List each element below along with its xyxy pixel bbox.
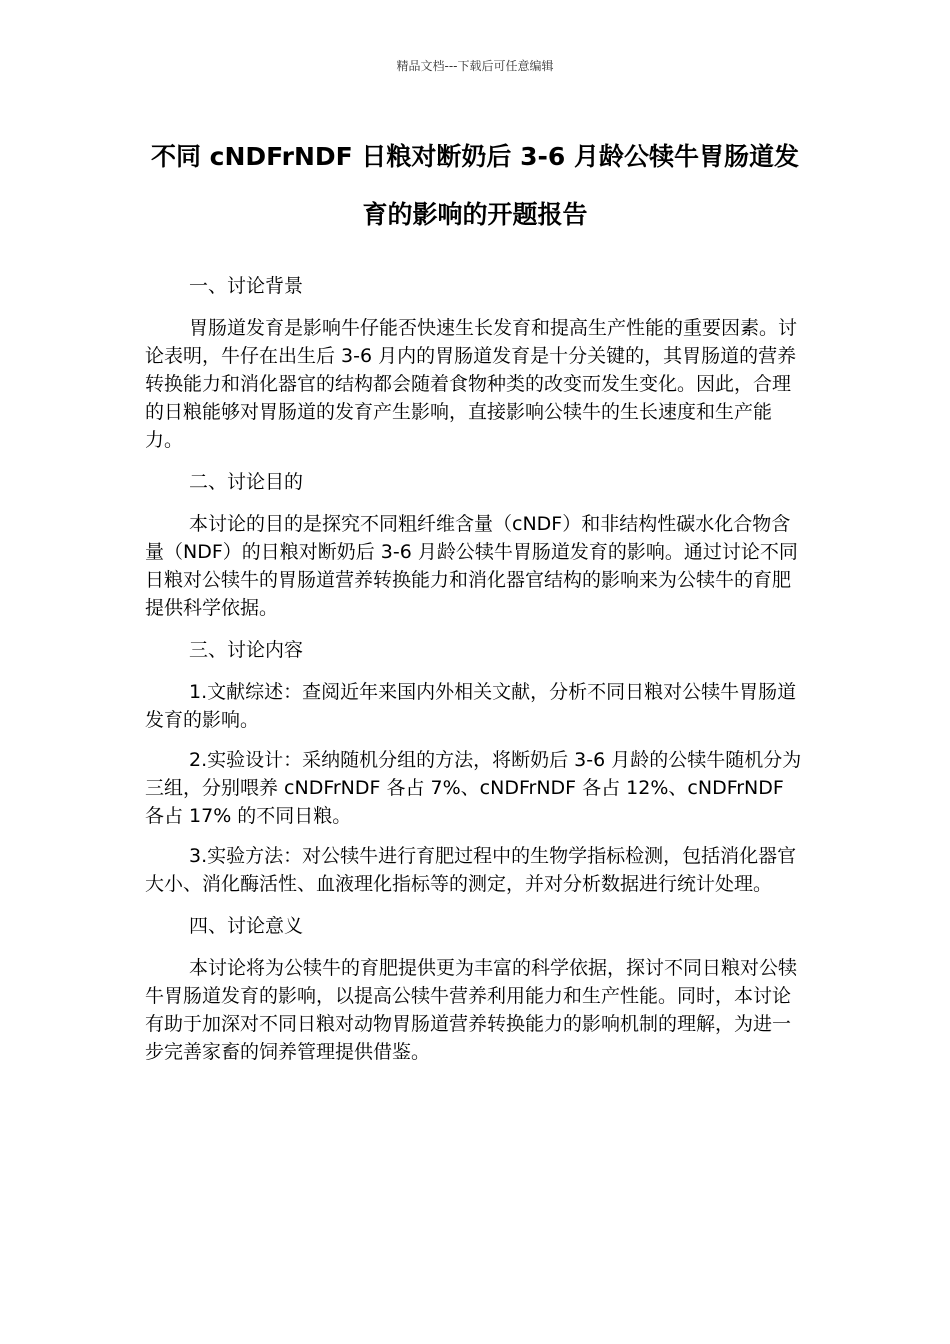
paragraph: 3.实验方法：对公犊牛进行育肥过程中的生物学指标检测，包括消化器官大小、消化酶活性、血液理化指标等的测定，并对分析数据进行统计处理。 <box>145 845 797 895</box>
section-heading: 二、讨论目的 <box>189 471 304 493</box>
section-heading: 一、讨论背景 <box>189 275 304 297</box>
section-significance <box>145 910 807 1066</box>
paragraph: 胃肠道发育是影响牛仔能否快速生长发育和提高生产性能的重要因素。讨论表明，牛仔在出生后 3-6 月内的胃肠道发育是十分关键的，其胃肠道的营养转换能力和消化器官的结构都会随着食物种类的改变而发生变化。因此，合理的日粮能够对胃肠道的发育产生影响，直接影响公犊牛的生长速度和生产能力。 <box>145 317 798 451</box>
document-title: 不同 cNDFrNDF 日粮对断奶后 3-6 月龄公犊牛胃肠道发育的影响的开题报告 <box>150 142 800 229</box>
section-background <box>145 270 807 454</box>
section-purpose <box>145 466 807 622</box>
paragraph: 本讨论将为公犊牛的育肥提供更为丰富的科学依据，探讨不同日粮对公犊牛胃肠道发育的影响，以提高公犊牛营养利用能力和生产性能。同时，本讨论有助于加深对不同日粮对动物胃肠道营养转换能力的影响机制的理解，为进一步完善家畜的饲养管理提供借鉴。 <box>145 957 798 1063</box>
document-body <box>145 270 807 1078</box>
section-heading: 三、讨论内容 <box>189 639 304 661</box>
section-content <box>145 634 807 898</box>
paragraph: 1.文献综述：查阅近年来国内外相关文献，分析不同日粮对公犊牛胃肠道发育的影响。 <box>145 681 797 731</box>
paragraph: 2.实验设计：采纳随机分组的方法，将断奶后 3-6 月龄的公犊牛随机分为三组，分别喂养 cNDFrNDF 各占 7%、cNDFrNDF 各占 12%、cNDFrNDF 各占 17% 的不同日粮。 <box>145 749 802 827</box>
paragraph: 本讨论的目的是探究不同粗纤维含量（cNDF）和非结构性碳水化合物含量（NDF）的日粮对断奶后 3-6 月龄公犊牛胃肠道发育的影响。通过讨论不同日粮对公犊牛的胃肠道营养转换能力和消化器官结构的影响来为公犊牛的育肥提供科学依据。 <box>145 513 798 619</box>
header-note: 精品文档---下载后可任意编辑 <box>396 59 554 73</box>
section-heading: 四、讨论意义 <box>189 915 304 937</box>
